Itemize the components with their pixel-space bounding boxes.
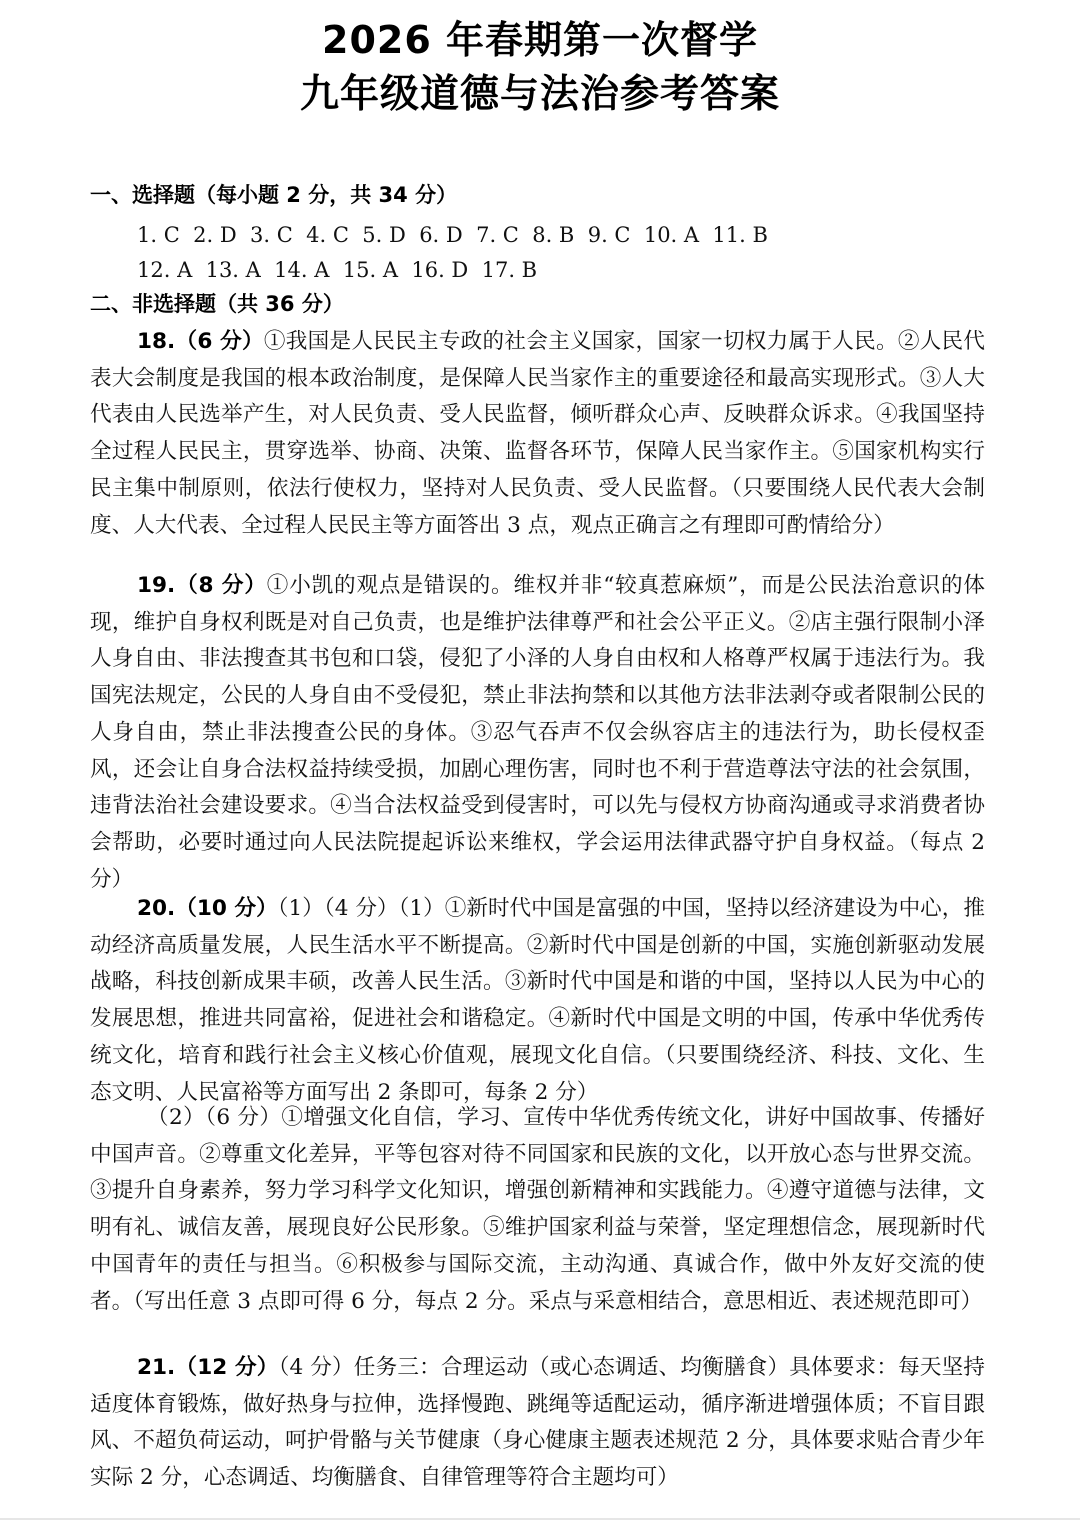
document-title-line2: 九年级道德与法治参考答案 — [299, 72, 780, 117]
question-18-answer — [90, 324, 985, 544]
question-18-label: 18.（6 分） — [137, 329, 264, 354]
question-20-part2-text: （2）（6 分）①增强文化自信，学习、宣传中华优秀传统文化，讲好中国故事、传播好中国声音。②尊重文化差异，平等包容对待不同国家和民族的文化，以开放心态与世界交流。③提升自身素养，努力学习科学文化知识，增强创新精神和实践能力。④遵守道德与法律，文明有礼、诚信友善，展现良好公民形象。⑤维护国家利益与荣誉，坚定理想信念，展现新时代中国青年的责任与担当。⑥积极参与国际交流，主动沟通、真诚合作，做中外友好交流的使者。（写出任意 3 点即可得 6 分，每点 2 分。采点与采意相结合，意思相近、表述规范即可） — [90, 1105, 985, 1314]
multiple-choice-answers-row1: 1. C 2. D 3. C 4. C 5. D 6. D 7. C 8. B 9. C 10. A 11. B — [137, 223, 768, 247]
question-21-label: 21.（12 分） — [137, 1355, 279, 1380]
question-21-answer — [90, 1350, 985, 1497]
question-19-answer — [90, 568, 985, 898]
section-heading-non-choice: 二、非选择题（共 36 分） — [90, 292, 344, 316]
page-bottom-divider — [0, 1518, 1080, 1520]
question-19-label: 19.（8 分） — [137, 573, 267, 598]
question-20-label: 20.（10 分） — [137, 896, 278, 921]
question-20-part2-answer — [90, 1100, 985, 1320]
question-20-part1-answer — [90, 891, 985, 1111]
question-18-text: ①我国是人民民主专政的社会主义国家，国家一切权力属于人民。②人民代表大会制度是我国的根本政治制度，是保障人民当家作主的重要途径和最高实现形式。③人大代表由人民选举产生，对人民负责、受人民监督，倾听群众心声、反映群众诉求。④我国坚持全过程人民民主，贯穿选举、协商、决策、监督各环节，保障人民当家作主。⑤国家机构实行民主集中制原则，依法行使权力，坚持对人民负责、受人民监督。（只要围绕人民代表大会制度、人大代表、全过程人民民主等方面答出 3 点，观点正确言之有理即可酌情给分） — [90, 329, 985, 538]
section-heading-multiple-choice: 一、选择题（每小题 2 分，共 34 分） — [90, 183, 458, 207]
document-title-line1: 2026 年春期第一次督学 — [322, 18, 758, 62]
question-20-part1-text: （1）（4 分）（1）①新时代中国是富强的中国，坚持以经济建设为中心，推动经济高质量发展，人民生活水平不断提高。②新时代中国是创新的中国，实施创新驱动发展战略，科技创新成果丰硕，改善人民生活。③新时代中国是和谐的中国，坚持以人民为中心的发展思想，推进共同富裕，促进社会和谐稳定。④新时代中国是文明的中国，传承中华优秀传统文化，培育和践行社会主义核心价值观，展现文化自信。（只要围绕经济、科技、文化、生态文明、人民富裕等方面写出 2 条即可，每条 2 分） — [90, 896, 985, 1105]
question-19-text: ①小凯的观点是错误的。维权并非“较真惹麻烦”，而是公民法治意识的体现，维护自身权利既是对自己负责，也是维护法律尊严和社会公平正义。②店主强行限制小泽人身自由、非法搜查其书包和口袋，侵犯了小泽的人身自由权和人格尊严权属于违法行为。我国宪法规定，公民的人身自由不受侵犯，禁止非法拘禁和以其他方法非法剥夺或者限制公民的人身自由，禁止非法搜查公民的身体。③忍气吞声不仅会纵容店主的违法行为，助长侵权歪风，还会让自身合法权益持续受损，加剧心理伤害，同时也不利于营造尊法守法的社会氛围，违背法治社会建设要求。④当合法权益受到侵害时，可以先与侵权方协商沟通或寻求消费者协会帮助，必要时通过向人民法院提起诉讼来维权，学会运用法律武器守护自身权益。（每点 2 分） — [90, 573, 985, 892]
multiple-choice-answers-row2: 12. A 13. A 14. A 15. A 16. D 17. B — [137, 258, 538, 282]
question-21-text: （4 分）任务三：合理运动（或心态调适、均衡膳食）具体要求：每天坚持适度体育锻炼，做好热身与拉伸，选择慢跑、跳绳等适配运动，循序渐进增强体质；不盲目跟风、不超负荷运动，呵护骨骼与关节健康（身心健康主题表述规范 2 分，具体要求贴合青少年实际 2 分，心态调适、均衡膳食、自律管理等符合主题均可） — [90, 1355, 985, 1491]
